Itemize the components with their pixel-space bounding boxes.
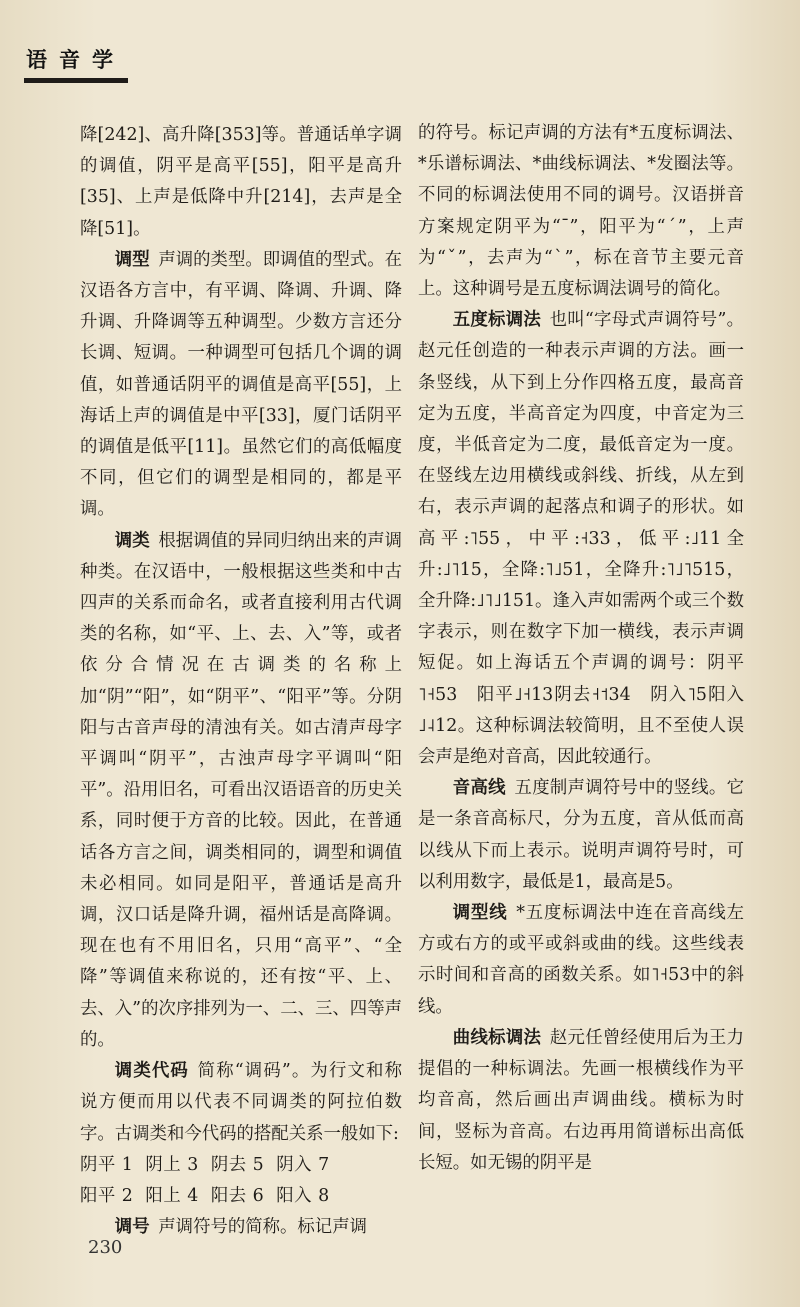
entry-contour-line <box>418 898 744 1023</box>
entry-text: 声调符号的简称。标记声调 <box>158 1217 367 1238</box>
right-column <box>418 118 744 1179</box>
entry-tone-mark <box>80 1212 402 1243</box>
entry-text: 根据调值的异同归纳出来的声调种类。在汉语中，一般根据这些类和中古四声的关系而命名，或者直接利用古代调类的名称，如“平、上、去、入”等，或者依分合情况在古调类的名称上加“阴”“阳”，如“阴平”、“阳平”等。分阴阳与古音声母的清浊有关。如古清声母字平调叫“阴平”，古浊声母字平调叫“阳平”。沿用旧名，可看出汉语语音的历史关系，同时便于方音的比较。因此，在普通话各方言之间，调类相同的，调型和调值未必相同。如同是阳平，普通话是高升调，汉口话是降升调，福州话是高降调。现在也有不用旧名，只用“高平”、“全降”等调值来称说的，还有按“平、上、去、入”的次序排列为一、二、三、四等声的。 <box>80 530 402 1050</box>
entry-five-degree-notation <box>418 305 744 773</box>
entry-tone-code <box>80 1056 402 1150</box>
running-header-title: 语音学 <box>26 48 125 72</box>
entry-text: *五度标调法中连在音高线左方或右方的或平或斜或曲的线。这些线表示时间和音高的函数关系。如˥˧53中的斜线。 <box>418 903 744 1017</box>
entry-term: 调类 <box>114 530 150 551</box>
left-column <box>80 120 402 1243</box>
entry-text: 也叫“字母式声调符号”。赵元任创造的一种表示声调的方法。画一条竖线，从下到上分作四格五度，最高音定为五度，半高音定为四度，中音定为三度，半低音定为二度，最低音定为一度。在竖线左边用横线或斜线、折线，从左到右，表示声调的起落点和调子的形状。如高平:˥55，中平:˧33，低平:˩11全升:˩˥15，全降:˥˩51，全降升:˥˩˥515，全升降:˩˥˩151。逢入声如需两个或三个数字表示，则在数字下加一横线，表示声调短促。如上海话五个声调的调号：阴平˥˧53 阳平˩˧13阴去˧˦34 阴入˥5阳入˩˨12。这种标调法较简明，且不至使人误会声是绝对音高，因此较通行。 <box>418 310 744 768</box>
right-paragraph-0 <box>418 118 744 305</box>
entry-term: 音高线 <box>452 778 506 799</box>
entry-text: 声调的类型。即调值的型式。在汉语各方言中，有平调、降调、升调、降升调、升降调等五种调型。少数方言还分长调、短调。一种调型可包括几个调的调值，如普通话阴平的调值是高平[55]，上海话上声的调值是中平[33]，厦门话阴平的调值是低平[11]。虽然它们的高低幅度不同，但它们的调型是相同的，都是平调。 <box>80 249 402 520</box>
entry-term: 调型线 <box>452 903 508 924</box>
paragraph-text: 的符号。标记声调的方法有*五度标调法、*乐谱标调法、*曲线标调法、*发圈法等。不同的标调法使用不同的调号。汉语拼音方案规定阴平为“ˉ”，阳平为“ˊ”，上声为“ˇ”，去声为“ˋ”，标在音节主要元音上。这种调号是五度标调法调号的简化。 <box>418 123 744 300</box>
tone-code-row-1: 阴平 1 阴上 3 阴去 5 阴入 7 <box>80 1154 330 1175</box>
entry-curve-notation <box>418 1023 744 1179</box>
entry-term: 调号 <box>114 1217 150 1238</box>
page-number: 230 <box>88 1237 123 1258</box>
entry-text: 赵元任曾经使用后为王力提倡的一种标调法。先画一根横线作为平均音高，然后画出声调曲线。横标为时间，竖标为音高。右边再用简谱标出高低长短。如无锡的阴平是 <box>418 1027 744 1173</box>
left-paragraph-0 <box>80 120 402 245</box>
tone-code-row-2: 阳平 2 阳上 4 阳去 6 阳入 8 <box>80 1185 330 1206</box>
entry-text: 简称“调码”。为行文和称说方便而用以代表不同调类的阿拉伯数字。古调类和今代码的搭配关系一般如下: <box>80 1061 402 1144</box>
header-rule <box>24 78 128 83</box>
entry-term: 曲线标调法 <box>452 1027 542 1048</box>
entry-pitch-line <box>418 773 744 898</box>
entry-term: 调类代码 <box>114 1061 189 1082</box>
entry-tone-category <box>80 526 402 1056</box>
entry-term: 五度标调法 <box>452 310 541 331</box>
entry-tone-type <box>80 245 402 526</box>
entry-term: 调型 <box>114 249 150 270</box>
entry-text: 五度制声调符号中的竖线。它是一条音高标尺，分为五度，音从低而高以线从下而上表示。说明声调符号时，可以利用数字，最低是1，最高是5。 <box>418 778 744 892</box>
paragraph-text: 降[242]、高升降[353]等。普通话单字调的调值，阴平是高平[55]，阳平是高升[35]、上声是低降中升[214]，去声是全降[51]。 <box>80 125 402 239</box>
